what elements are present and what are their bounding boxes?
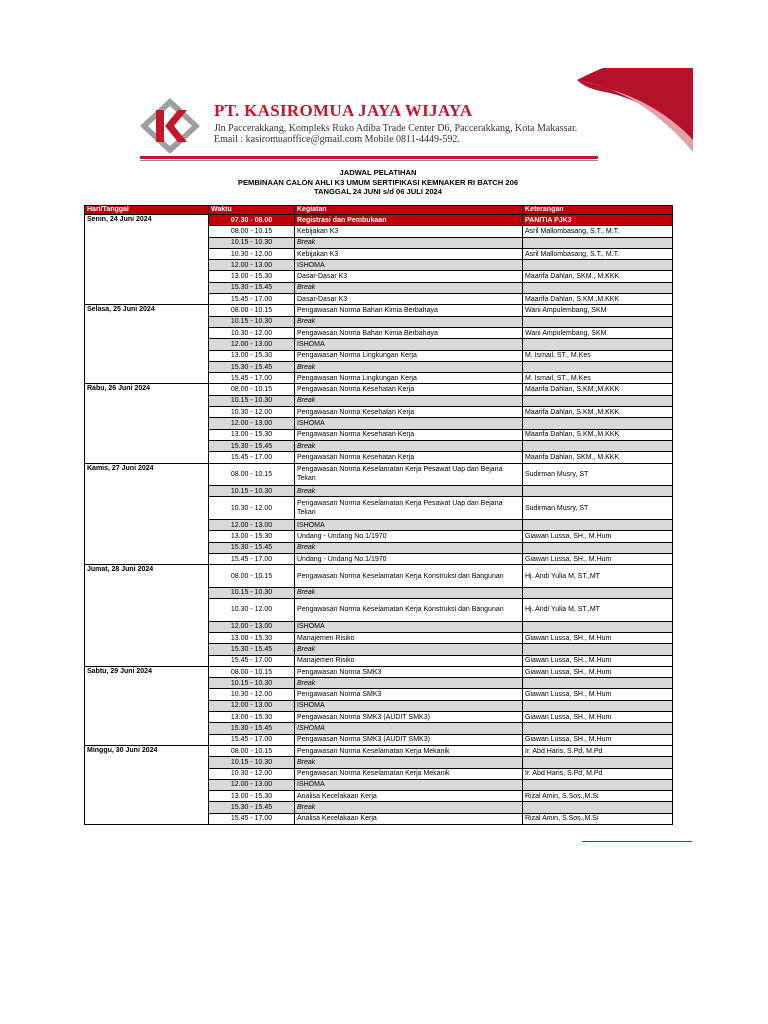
- table-row: [85, 271, 673, 282]
- activity-cell: Dasar-Dasar K3: [295, 271, 523, 282]
- activity-cell: Pengawasan Norma Kesehatan Kerja: [295, 384, 523, 395]
- activity-cell: Break: [295, 440, 523, 451]
- time-cell: 15.45 - 17.00: [209, 553, 295, 564]
- activity-cell: ISHOMA: [295, 520, 523, 531]
- day-cell-empty: [85, 768, 209, 779]
- day-cell-empty: [85, 791, 209, 802]
- table-row: [85, 745, 673, 756]
- time-cell: 10.15 - 10.30: [209, 587, 295, 598]
- day-cell: Rabu, 26 Juni 2024: [85, 384, 209, 395]
- note-cell: [523, 395, 673, 406]
- day-cell-empty: [85, 655, 209, 666]
- table-row: [85, 734, 673, 745]
- table-row: [85, 587, 673, 598]
- day-cell-empty: [85, 599, 209, 622]
- schedule-table: [84, 205, 673, 825]
- company-logo-icon: [138, 96, 202, 156]
- day-cell-empty: [85, 407, 209, 418]
- activity-cell: Break: [295, 587, 523, 598]
- time-cell: 10.30 - 12.00: [209, 768, 295, 779]
- activity-cell: Break: [295, 802, 523, 813]
- table-row: [85, 418, 673, 429]
- note-cell: [523, 802, 673, 813]
- note-cell: Giawan Lussa, SH., M.Hum: [523, 734, 673, 745]
- day-cell-empty: [85, 271, 209, 282]
- time-cell: 10.30 - 12.00: [209, 599, 295, 622]
- day-cell-empty: [85, 373, 209, 384]
- header-note: Keterangan: [523, 206, 673, 215]
- table-row: [85, 565, 673, 588]
- activity-cell: Dasar-Dasar K3: [295, 294, 523, 305]
- company-address: Jln Paccerakkang, Kompleks Ruko Adiba Trade Center D6, Paccerakkang, Kota Makassar.: [214, 123, 578, 134]
- day-cell-empty: [85, 734, 209, 745]
- time-cell: 12.00 - 13.00: [209, 260, 295, 271]
- note-cell: [523, 587, 673, 598]
- table-row: [85, 553, 673, 564]
- activity-cell: Break: [295, 486, 523, 497]
- day-cell-empty: [85, 520, 209, 531]
- time-cell: 15.45 - 17.00: [209, 452, 295, 463]
- note-cell: Wani Ampulembang, SKM: [523, 327, 673, 338]
- header-divider-thin: [140, 160, 598, 161]
- day-cell-empty: [85, 621, 209, 632]
- note-cell: PANITIA PJK3: [523, 215, 673, 226]
- activity-cell: Break: [295, 316, 523, 327]
- day-cell-empty: [85, 294, 209, 305]
- schedule-body: [85, 215, 673, 825]
- table-row: [85, 757, 673, 768]
- table-row: [85, 542, 673, 553]
- note-cell: Maarifa Dahlan, SKM., M.KKK: [523, 452, 673, 463]
- activity-cell: Pengawasan Norma Keselamatan Kerja Pesawat Uap dan Bejana Tekan: [295, 497, 523, 520]
- table-row: [85, 361, 673, 372]
- activity-cell: Undang - Undang No.1/1970: [295, 553, 523, 564]
- activity-cell: Pengawasan Norma Keselamatan Kerja Konstruksi dan Bangunan: [295, 565, 523, 588]
- activity-cell: ISHOMA: [295, 418, 523, 429]
- day-cell-empty: [85, 486, 209, 497]
- time-cell: 13.00 - 15.30: [209, 531, 295, 542]
- time-cell: 12.00 - 13.00: [209, 339, 295, 350]
- note-cell: [523, 339, 673, 350]
- time-cell: 08.00 - 10.15: [209, 745, 295, 756]
- day-cell-empty: [85, 361, 209, 372]
- time-cell: 15.45 - 17.00: [209, 655, 295, 666]
- table-row: [85, 689, 673, 700]
- table-row: [85, 802, 673, 813]
- note-cell: Wani Ampulembang, SKM: [523, 305, 673, 316]
- day-cell-empty: [85, 542, 209, 553]
- time-cell: 15.30 - 15.45: [209, 644, 295, 655]
- day-cell-empty: [85, 700, 209, 711]
- table-row: [85, 395, 673, 406]
- activity-cell: Pengawasan Norma Bahan Kimia Berbahaya: [295, 327, 523, 338]
- table-row: [85, 723, 673, 734]
- table-row: [85, 350, 673, 361]
- time-cell: 15.30 - 15.45: [209, 723, 295, 734]
- note-cell: [523, 621, 673, 632]
- time-cell: 12.00 - 13.00: [209, 621, 295, 632]
- activity-cell: Break: [295, 757, 523, 768]
- activity-cell: ISHOMA: [295, 779, 523, 790]
- table-row: [85, 813, 673, 824]
- note-cell: [523, 486, 673, 497]
- day-cell-empty: [85, 248, 209, 259]
- day-cell-empty: [85, 429, 209, 440]
- table-row: [85, 215, 673, 226]
- activity-cell: ISHOMA: [295, 621, 523, 632]
- table-row: [85, 373, 673, 384]
- time-cell: 15.30 - 15.45: [209, 802, 295, 813]
- time-cell: 08.00 - 10.15: [209, 305, 295, 316]
- time-cell: 10.30 - 12.00: [209, 327, 295, 338]
- day-cell-empty: [85, 632, 209, 643]
- note-cell: Ir. Abd Haris, S.Pd, M.Pd: [523, 768, 673, 779]
- table-row: [85, 237, 673, 248]
- day-cell-empty: [85, 779, 209, 790]
- footer-divider: [582, 841, 692, 842]
- activity-cell: ISHOMA: [295, 700, 523, 711]
- day-cell: Selasa, 25 Juni 2024: [85, 305, 209, 316]
- note-cell: Giawan Lussa, SH., M.Hum: [523, 689, 673, 700]
- note-cell: [523, 678, 673, 689]
- table-row: [85, 294, 673, 305]
- activity-cell: Pengawasan Norma Keselamatan Kerja Pesawat Uap dan Bejana Tekan: [295, 463, 523, 486]
- note-cell: M. Ismail, ST., M.Kes: [523, 350, 673, 361]
- activity-cell: Pengawasan Norma SMK3 (AUDIT SMK3): [295, 712, 523, 723]
- table-row: [85, 260, 673, 271]
- table-row: [85, 700, 673, 711]
- day-cell-empty: [85, 553, 209, 564]
- day-cell-empty: [85, 678, 209, 689]
- activity-cell: Pengawasan Norma SMK3 (AUDIT SMK3): [295, 734, 523, 745]
- table-row: [85, 282, 673, 293]
- table-row: [85, 621, 673, 632]
- table-row: [85, 463, 673, 486]
- day-cell-empty: [85, 802, 209, 813]
- note-cell: [523, 757, 673, 768]
- activity-cell: Registrasi dan Pembukaan: [295, 215, 523, 226]
- time-cell: 08.00 - 10.15: [209, 565, 295, 588]
- table-row: [85, 327, 673, 338]
- note-cell: Giawan Lussa, SH., M.Hum: [523, 632, 673, 643]
- note-cell: [523, 644, 673, 655]
- note-cell: Asril Mallombasang, S.T., M.T.: [523, 248, 673, 259]
- note-cell: [523, 723, 673, 734]
- note-cell: Rizal Amin, S.Sos.,M.Si: [523, 813, 673, 824]
- note-cell: [523, 361, 673, 372]
- day-cell: Kamis, 27 Juni 2024: [85, 463, 209, 486]
- time-cell: 15.45 - 17.00: [209, 813, 295, 824]
- note-cell: Hj. Andi Yulia M, ST.,MT: [523, 565, 673, 588]
- table-row: [85, 384, 673, 395]
- time-cell: 10.30 - 12.00: [209, 689, 295, 700]
- activity-cell: Pengawasan Norma Kesehatan Kerja: [295, 407, 523, 418]
- time-cell: 15.45 - 17.00: [209, 734, 295, 745]
- day-cell-empty: [85, 644, 209, 655]
- note-cell: M. Ismail, ST., M.Kes: [523, 373, 673, 384]
- time-cell: 10.15 - 10.30: [209, 316, 295, 327]
- time-cell: 13.00 - 15.30: [209, 350, 295, 361]
- company-name: PT. KASIROMUA JAYA WIJAYA: [214, 101, 473, 120]
- day-cell-empty: [85, 282, 209, 293]
- time-cell: 13.00 - 15.30: [209, 429, 295, 440]
- table-row: [85, 305, 673, 316]
- day-cell-empty: [85, 813, 209, 824]
- table-row: [85, 779, 673, 790]
- activity-cell: Pengawasan Norma Keselamatan Kerja Mekanik: [295, 768, 523, 779]
- time-cell: 12.00 - 13.00: [209, 779, 295, 790]
- time-cell: 07.30 - 08.00: [209, 215, 295, 226]
- activity-cell: Kebijakan K3: [295, 248, 523, 259]
- note-cell: [523, 520, 673, 531]
- activity-cell: Pengawasan Norma SMK3: [295, 689, 523, 700]
- activity-cell: Pengawasan Norma Kesehatan Kerja: [295, 452, 523, 463]
- activity-cell: ISHOMA: [295, 723, 523, 734]
- activity-cell: Pengawasan Norma Lingkungan Kerja: [295, 350, 523, 361]
- note-cell: Giawan Lussa, SH., M.Hum: [523, 666, 673, 677]
- table-row: [85, 486, 673, 497]
- note-cell: [523, 282, 673, 293]
- activity-cell: Pengawasan Norma Kesehatan Kerja: [295, 429, 523, 440]
- document-title: JADWAL PELATIHAN: [339, 168, 417, 177]
- table-row: [85, 666, 673, 677]
- activity-cell: Break: [295, 678, 523, 689]
- activity-cell: Pengawasan Norma Lingkungan Kerja: [295, 373, 523, 384]
- activity-cell: Pengawasan Norma SMK3: [295, 666, 523, 677]
- time-cell: 13.00 - 15.30: [209, 632, 295, 643]
- table-row: [85, 339, 673, 350]
- day-cell-empty: [85, 260, 209, 271]
- time-cell: 15.30 - 15.45: [209, 282, 295, 293]
- time-cell: 08.00 - 10.15: [209, 226, 295, 237]
- note-cell: Asril Mallombasang, S.T., M.T.: [523, 226, 673, 237]
- note-cell: [523, 316, 673, 327]
- time-cell: 15.45 - 17.00: [209, 373, 295, 384]
- note-cell: Sudirman Musry, ST: [523, 497, 673, 520]
- day-cell-empty: [85, 531, 209, 542]
- day-cell-empty: [85, 226, 209, 237]
- note-cell: [523, 700, 673, 711]
- time-cell: 08.00 - 10.15: [209, 666, 295, 677]
- day-cell: Minggu, 30 Juni 2024: [85, 745, 209, 756]
- day-cell: Senin, 24 Juni 2024: [85, 215, 209, 226]
- note-cell: Giawan Lussa, SH., M.Hum: [523, 553, 673, 564]
- activity-cell: Manajemen Risiko: [295, 655, 523, 666]
- time-cell: 10.15 - 10.30: [209, 237, 295, 248]
- time-cell: 10.30 - 12.00: [209, 248, 295, 259]
- header-activity: Kegiatan: [295, 206, 523, 215]
- time-cell: 10.15 - 10.30: [209, 678, 295, 689]
- table-row: [85, 632, 673, 643]
- table-row: [85, 655, 673, 666]
- day-cell-empty: [85, 418, 209, 429]
- time-cell: 15.30 - 15.45: [209, 542, 295, 553]
- note-cell: Maarifa Dahlan, S.KM.,M.KKK: [523, 384, 673, 395]
- table-row: [85, 768, 673, 779]
- time-cell: 10.15 - 10.30: [209, 395, 295, 406]
- time-cell: 10.30 - 12.00: [209, 497, 295, 520]
- note-cell: Giawan Lussa, SH., M.Hum: [523, 655, 673, 666]
- note-cell: [523, 237, 673, 248]
- table-row: [85, 248, 673, 259]
- day-cell: Sabtu, 29 Juni 2024: [85, 666, 209, 677]
- activity-cell: Break: [295, 395, 523, 406]
- note-cell: [523, 542, 673, 553]
- day-cell-empty: [85, 327, 209, 338]
- table-row: [85, 226, 673, 237]
- day-cell-empty: [85, 452, 209, 463]
- table-row: [85, 520, 673, 531]
- header-divider: [140, 156, 598, 159]
- day-cell-empty: [85, 339, 209, 350]
- activity-cell: ISHOMA: [295, 339, 523, 350]
- time-cell: 13.00 - 15.30: [209, 712, 295, 723]
- note-cell: Sudirman Musry, ST: [523, 463, 673, 486]
- table-row: [85, 316, 673, 327]
- corner-swoosh-decoration: [575, 66, 695, 152]
- table-row: [85, 531, 673, 542]
- company-contact: Email : kasiromuaoffice@gmail.com Mobile 0811-4449-592.: [214, 134, 460, 145]
- table-row: [85, 712, 673, 723]
- activity-cell: Analisa Kecelakaan Kerja: [295, 791, 523, 802]
- time-cell: 15.45 - 17.00: [209, 294, 295, 305]
- day-cell-empty: [85, 440, 209, 451]
- activity-cell: Undang - Undang No.1/1970: [295, 531, 523, 542]
- header-time: Waktu: [209, 206, 295, 215]
- day-cell-empty: [85, 497, 209, 520]
- note-cell: [523, 260, 673, 271]
- activity-cell: Break: [295, 542, 523, 553]
- table-row: [85, 644, 673, 655]
- note-cell: Maarifa Dahlan, S.KM.,M.KKK: [523, 294, 673, 305]
- table-row: [85, 791, 673, 802]
- note-cell: [523, 440, 673, 451]
- activity-cell: ISHOMA: [295, 260, 523, 271]
- time-cell: 15.30 - 15.45: [209, 361, 295, 372]
- table-header-row: [85, 206, 673, 215]
- day-cell-empty: [85, 723, 209, 734]
- time-cell: 13.00 - 15.30: [209, 271, 295, 282]
- note-cell: Giawan Lussa, SH., M.Hum: [523, 712, 673, 723]
- time-cell: 12.00 - 13.00: [209, 418, 295, 429]
- document-date-range: TANGGAL 24 JUNI s/d 06 JULI 2024: [313, 187, 442, 196]
- day-cell-empty: [85, 689, 209, 700]
- day-cell-empty: [85, 316, 209, 327]
- table-row: [85, 678, 673, 689]
- table-row: [85, 407, 673, 418]
- time-cell: 10.30 - 12.00: [209, 407, 295, 418]
- note-cell: Rizal Amin, S.Sos.,M.Si: [523, 791, 673, 802]
- header-day: Hari/Tanggal: [85, 206, 209, 215]
- activity-cell: Pengawasan Norma Keselamatan Kerja Konstruksi dan Bangunan: [295, 599, 523, 622]
- note-cell: Maarifa Dahlan, S.KM.,M.KKK: [523, 429, 673, 440]
- activity-cell: Kebijakan K3: [295, 226, 523, 237]
- note-cell: Maarifa Dahlan, SKM., M.KKK: [523, 271, 673, 282]
- time-cell: 15.30 - 15.45: [209, 440, 295, 451]
- day-cell-empty: [85, 587, 209, 598]
- note-cell: [523, 779, 673, 790]
- table-row: [85, 497, 673, 520]
- note-cell: [523, 418, 673, 429]
- activity-cell: Pengawasan Norma Bahan Kimia Berbahaya: [295, 305, 523, 316]
- day-cell-empty: [85, 757, 209, 768]
- activity-cell: Break: [295, 644, 523, 655]
- time-cell: 13.00 - 15.30: [209, 791, 295, 802]
- activity-cell: Pengawasan Norma Keselamatan Kerja Mekanik: [295, 745, 523, 756]
- activity-cell: Manajemen Risiko: [295, 632, 523, 643]
- activity-cell: Break: [295, 237, 523, 248]
- note-cell: Giawan Lussa, SH., M.Hum: [523, 531, 673, 542]
- time-cell: 12.00 - 13.00: [209, 700, 295, 711]
- note-cell: Maarifa Dahlan, S.KM.,M.KKK: [523, 407, 673, 418]
- note-cell: Hj. Andi Yulia M, ST.,MT: [523, 599, 673, 622]
- table-row: [85, 440, 673, 451]
- document-subtitle: PEMBINAAN CALON AHLI K3 UMUM SERTIFIKASI KEMNAKER RI BATCH 206: [237, 177, 519, 187]
- time-cell: 08.00 - 10.15: [209, 384, 295, 395]
- day-cell-empty: [85, 350, 209, 361]
- day-cell-empty: [85, 237, 209, 248]
- note-cell: Ir. Abd Haris, S.Pd, M.Pd: [523, 745, 673, 756]
- activity-cell: Break: [295, 361, 523, 372]
- table-row: [85, 429, 673, 440]
- day-cell-empty: [85, 395, 209, 406]
- table-row: [85, 452, 673, 463]
- activity-cell: Analisa Kecelakaan Kerja: [295, 813, 523, 824]
- day-cell-empty: [85, 712, 209, 723]
- time-cell: 10.15 - 10.30: [209, 757, 295, 768]
- time-cell: 10.15 - 10.30: [209, 486, 295, 497]
- day-cell: Jumat, 28 Juni 2024: [85, 565, 209, 588]
- activity-cell: Break: [295, 282, 523, 293]
- table-row: [85, 599, 673, 622]
- time-cell: 12.00 - 13.00: [209, 520, 295, 531]
- time-cell: 08.00 - 10.15: [209, 463, 295, 486]
